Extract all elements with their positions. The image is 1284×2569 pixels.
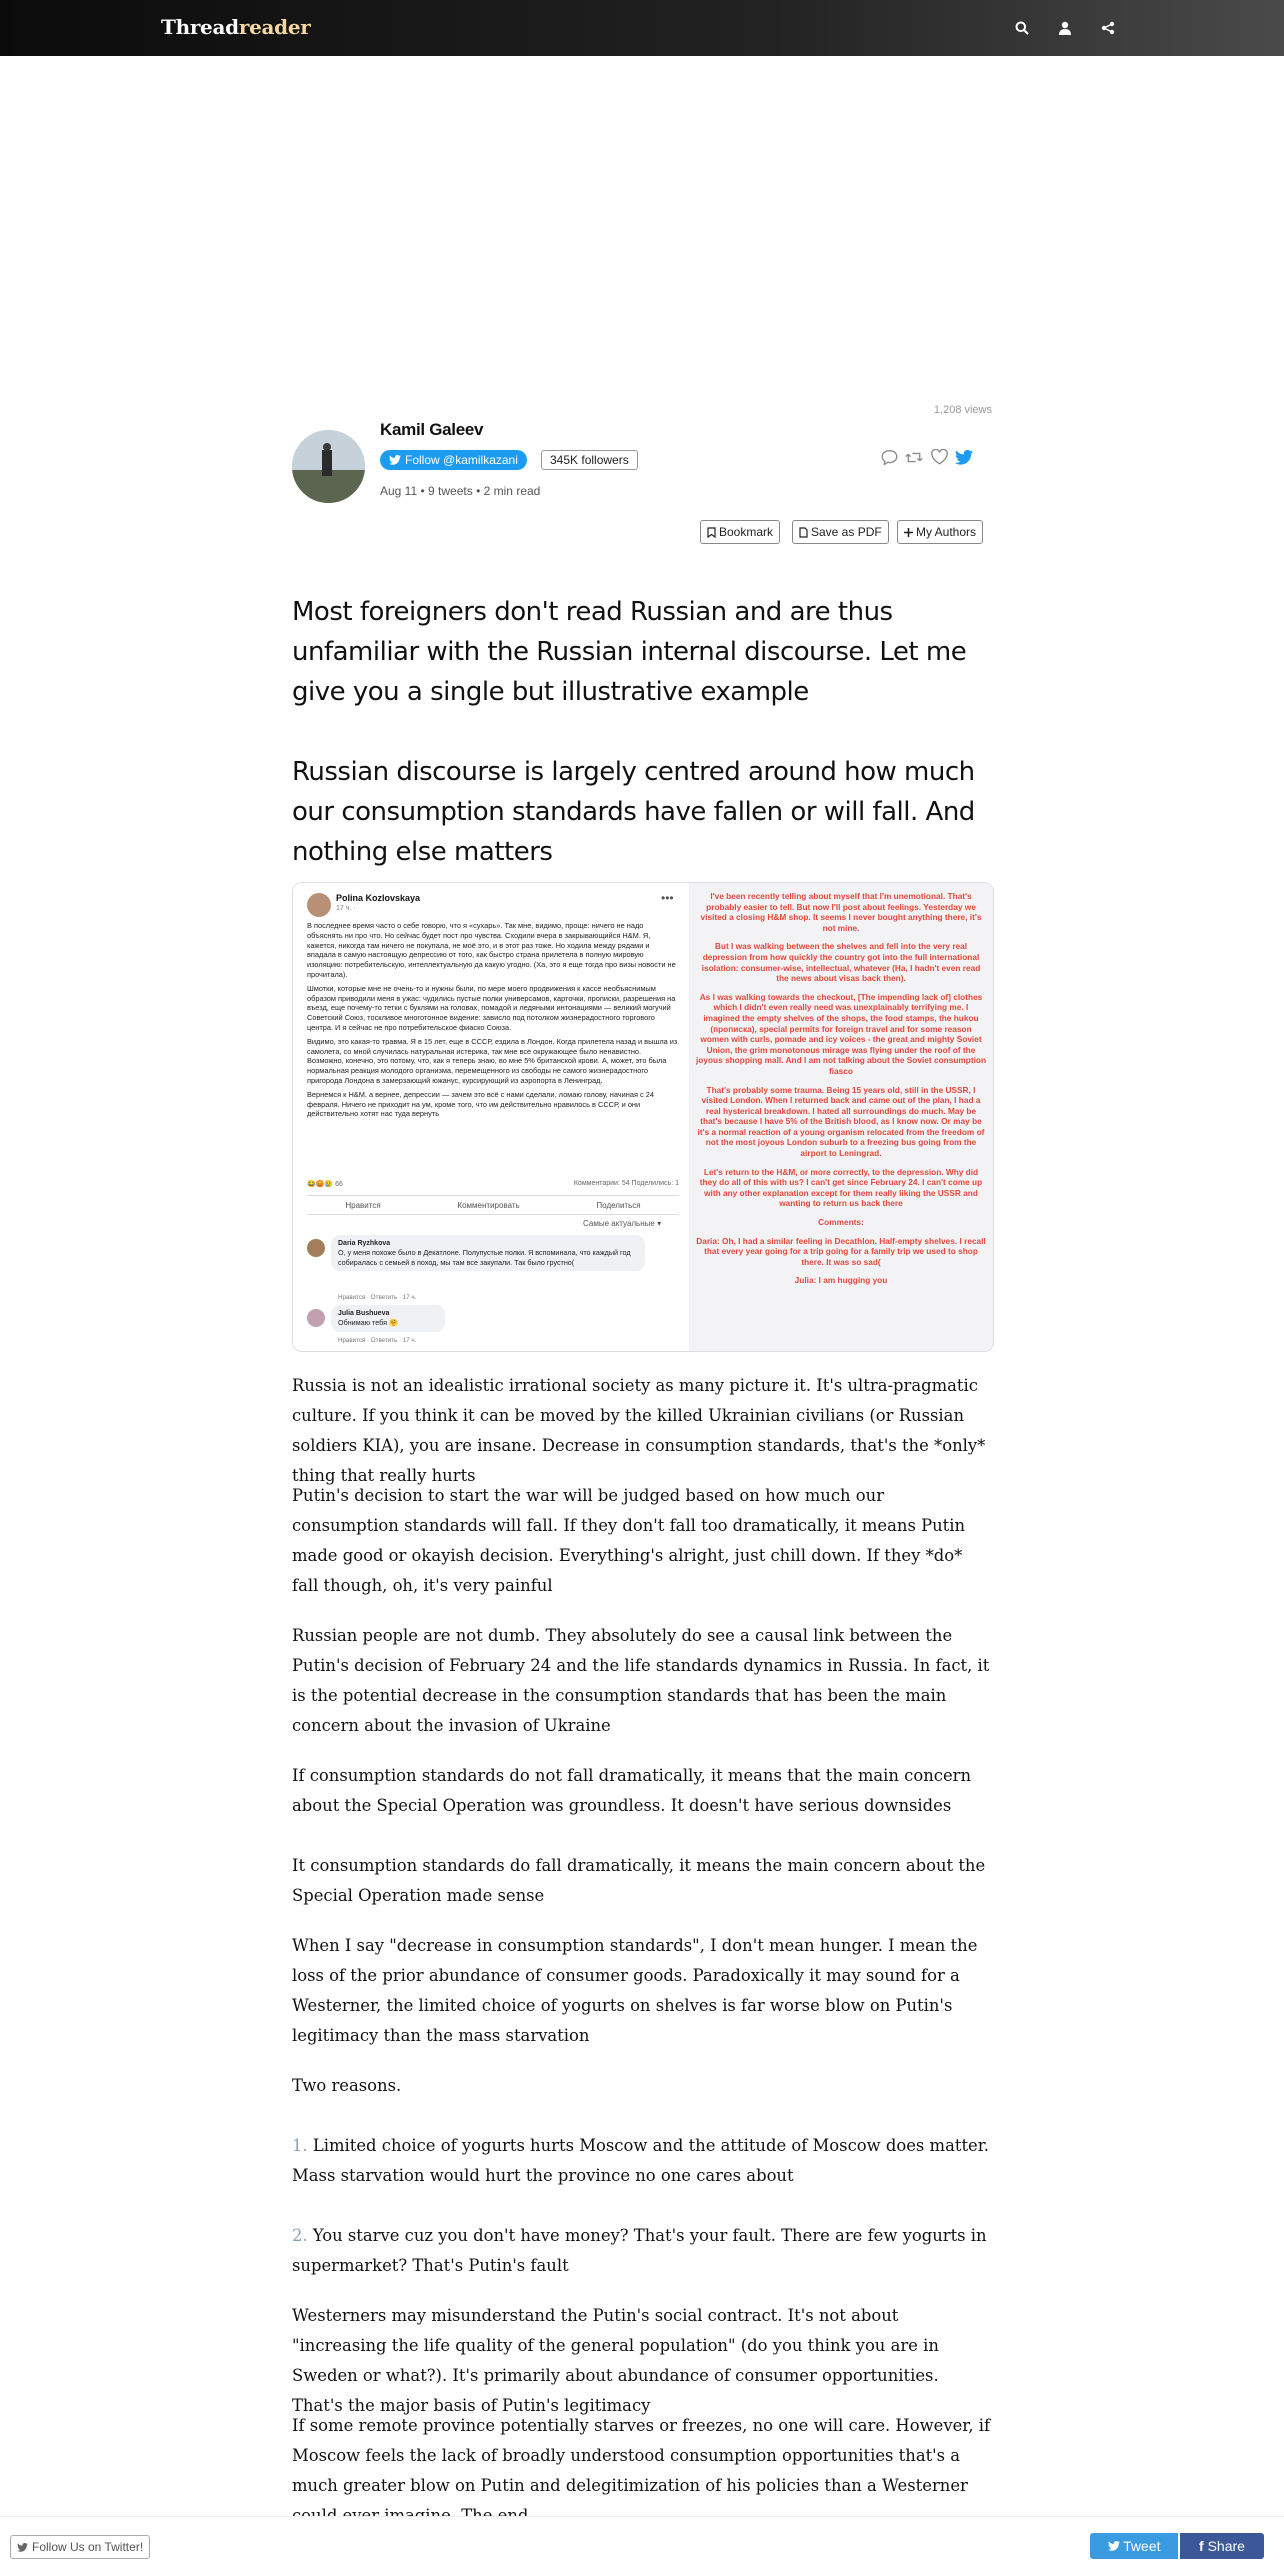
comment-bubble <box>331 1305 445 1332</box>
tweet-actions <box>880 448 973 466</box>
translation-paragraph: Daria: Oh, I had a similar feeling in Decathlon. Half-empty shelves. I recall that every year going for a trip going for a family trip we used to shop there. It was so sad( <box>696 1235 986 1267</box>
fb-reaction-count: 66 <box>335 1181 343 1188</box>
tweet-text-4: Putin's decision to start the war will be judged based on how much our consumption standards will fall. If they don't fall too dramatically, it means Putin made good or okayish decision. Everything's alright, just chill down. If they *do* fall though, oh, it's very painful <box>292 1486 966 1595</box>
tweet-image[interactable] <box>292 882 994 1352</box>
save-pdf-label: Save as PDF <box>811 525 882 539</box>
translation-paragraph: As I was walking towards the checkout, [The impending lack of] clothes which I didn't even really need was unexplainably terrifying me. I imagined the empty shelves of the shops, the food stamps, the hukou (прописка), special permits for foreign travel and for some reason women with curls, pomade and icy voices - the great and mighty Soviet Union, the grim monotonous mirage was flying under the roof of the joyous shopping mall. And I am not talking about the Soviet consumption fiasco <box>695 991 987 1076</box>
share-icon[interactable] <box>1097 17 1119 39</box>
fb-post-text <box>307 921 679 1123</box>
tweet-text-3: Russia is not an idealistic irrational society as many picture it. It's ultra-pragmatic culture. If you think it can be moved by the killed Ukrainian civilians (or Russian soldiers KIA), you are insane. Decrease in consumption standards, that's the *only* thing that really hurts <box>292 1376 986 1485</box>
list-number: 1. <box>292 2136 308 2155</box>
fb-stats <box>307 1180 679 1188</box>
tweet-text-13: If some remote province potentially starves or freezes, no one will care. However, if Moscow feels the lack of broadly understood consumption opportunities that's a much greater blow on Putin and delegitimization of his policies than a Westerner <box>292 2416 991 2495</box>
my-authors-label: My Authors <box>916 525 977 539</box>
read-time: 2 min read <box>483 484 541 498</box>
meta-separator: • <box>420 484 425 498</box>
bookmark-label: Bookmark <box>719 525 774 539</box>
thread-meta <box>380 484 540 498</box>
user-icon[interactable] <box>1054 17 1076 39</box>
twitter-bird-icon <box>1108 2541 1120 2551</box>
translation-paragraph: Let's return to the H&M, or more correctly, to the depression. Why did they do all of this with us? I can't get since February 24. I can't come up with any other explanation except for them really liking the USSR and wanting to return us back there <box>699 1166 983 1209</box>
tweet-text-10 <box>292 2131 992 2191</box>
comment-avatar <box>307 1239 325 1257</box>
fb-share: Поделиться <box>596 1200 641 1210</box>
more-icon: ••• <box>661 891 674 905</box>
list-text: Limited choice of yogurts hurts Moscow and the attitude of Moscow does matter. Mass starvation would hurt the province no one cares about <box>292 2136 989 2185</box>
translation-panel <box>689 883 993 1351</box>
fb-post-date: 17 ч. · <box>336 905 356 912</box>
logo-text-reader: reader <box>238 15 311 39</box>
comment-avatar <box>307 1309 325 1327</box>
plus-icon <box>904 528 913 537</box>
fb-paragraph: Шмотки, которые мне не очень-то и нужны были, по мере моего продвижения к кассе необъяснимым образом приводили меня в ужас: чудились пустые полки универсамов, карточки, прописки, разрешения на въезд, еще почему-то тетки с буклями на головах, помадой и ледяными интонациями — великий могучий Советский Союз, тоскливое многотонное видение: зависло под потолком жизнерадостного торгового центра. И я сейчас не про потребительское фиаско Союза. <box>307 983 676 1032</box>
translation-text <box>695 891 987 1294</box>
tweet-text-5: Russian people are not dumb. They absolutely do see a causal link between the Putin's decision of February 24 and the life standards dynamics in Russia. In fact, it is the potential decrease in the consumption standards that has been the main concern about the invasion of Ukraine <box>292 1626 990 1735</box>
footer-bar <box>0 2516 1284 2569</box>
comment-author: Daria Ryzhkova <box>338 1240 391 1247</box>
tweet-text-7: It consumption standards do fall dramatically, it means the main concern about the Special Operation made sense <box>292 1856 986 1905</box>
comment-actions: Нравится · Ответить · 17 ч. <box>338 1337 417 1344</box>
twitter-bird-icon <box>17 2543 28 2552</box>
translation-paragraph: That's probably some trauma. Being 15 years old, still in the USSR, I visited London. When I returned back and came out of the plan, I had a real hysterical breakdown. I hated all surroundings do much. May be that's because I have 5% of the British blood, as I know now. Or may be it's a normal reaction of a young organism relocated from the freedom of not the most joyous London suburb to a freezing bus going from the airport to Leningrad. <box>697 1084 985 1159</box>
facebook-post-screenshot <box>293 883 689 1351</box>
fb-reactions: 😂😡😢 66 <box>307 1181 343 1188</box>
translation-paragraph: But I was walking between the shelves and fell into the very real depression from how quickly the country got into the full international isolation: consumer-wise, intellectual, whatever (Ha, I hadn't even read the news about visas back then). <box>701 941 981 984</box>
fb-author-avatar <box>307 893 331 917</box>
logo-text-thread: Thread <box>161 15 239 39</box>
comment-author: Julia Bushueva <box>338 1310 390 1317</box>
comment-text: О, у меня похоже было в Декатлоне. Полупустые полки. Я вспоминала, что каждый год собиралась с семьей в поход, мы там все закупали. Так было грустно( <box>338 1248 631 1267</box>
fb-paragraph: В последнее время часто о себе говорю, что я «сухарь». Так мне, видимо, проще: ничего не надо объяснять ни про что. Но сейчас будет пост про чувства. Сходили вчера в закрывающийся H&M. Я, кажется, никогда там ничего не покупала, не моё это, и в этот раз тоже. Но ходила между рядами и впадала в самую настоящую депрессию от того, как быстро страна прилетела в полную мировую изоляцию: потребительскую, интеллектуальную да какую угодно. (Ха, это я еще тогда про визы новости не прочитала). <box>307 921 676 979</box>
fb-paragraph: Вернемся к H&M, а вернее, депрессии — зачем это всё с нами сделали, ломаю голову, начиная с 24 февраля. Ничего не приходит на ум, кроме того, что им действительно нравилось в СССР, и они действительно хотят нас туда вернуть <box>307 1089 655 1119</box>
tweet-text-11 <box>292 2221 992 2281</box>
top-navbar <box>0 0 1284 56</box>
tweet-text-12: Westerners may misunderstand the Putin's social contract. It's not about "increasing the life quality of the general population" (do you think you are in Sweden or what?). It's primarily about abundance of consumer opportunities. That's the major basis of Putin's legitimacy <box>292 2306 939 2415</box>
share-label: Share <box>1207 2538 1245 2554</box>
comment-actions: Нравится · Ответить · 17 ч. <box>338 1294 417 1301</box>
twitter-bird-icon <box>389 455 401 465</box>
author-avatar[interactable] <box>292 430 365 503</box>
meta-separator: • <box>476 484 481 498</box>
like-icon[interactable] <box>930 448 948 466</box>
fb-action-bar <box>307 1195 679 1215</box>
follow-label: Follow @kamilkazani <box>405 453 518 467</box>
site-logo[interactable] <box>161 15 311 39</box>
list-number: 2. <box>292 2226 308 2245</box>
retweet-icon[interactable] <box>905 448 923 466</box>
bookmark-button[interactable] <box>700 520 780 544</box>
translation-paragraph: Comments: <box>818 1217 864 1228</box>
follow-button[interactable] <box>380 450 527 470</box>
tweet-text-1: Most foreigners don't read Russian and are thus unfamiliar with the Russian internal discourse. Let me give you a single but illustrative example <box>292 597 967 707</box>
fb-sort: Самые актуальные ▾ <box>583 1219 662 1228</box>
author-name[interactable]: Kamil Galeev <box>380 420 484 439</box>
reply-icon[interactable] <box>880 448 898 466</box>
tweet-text-6: If consumption standards do not fall dramatically, it means that the main concern about the Special Operation was groundless. It doesn't have serious downsides <box>292 1766 972 1815</box>
tweet-count: 9 tweets <box>428 484 473 498</box>
translation-paragraph: Julia: I am hugging you <box>794 1275 888 1286</box>
fb-paragraph: Видимо, это какая-то травма. Я в 15 лет, еще в СССР, ездила в Лондон. Когда прилетела назад и вышла из самолета, со мной случилась натуральная истерика, так мне все окружающее было ненавистно. Возможно, конечно, это потому, что, как я теперь знаю, во мне 5% британской крови. А, может, это была нормальная реакция молодого организма, перемещенного из свободы не самого жизнерадостного пригорода Лондона в замерзающий южанус, курсирующий из аэропорта в Ленинград. <box>307 1036 678 1085</box>
bookmark-icon <box>707 527 716 538</box>
save-pdf-button[interactable] <box>792 520 889 544</box>
list-text: You starve cuz you don't have money? That's your fault. There are few yogurts in supermarket? That's Putin's fault <box>292 2226 987 2275</box>
fb-author-name: Polina Kozlovskaya <box>336 893 421 903</box>
facebook-share-button[interactable] <box>1180 2533 1264 2559</box>
tweet-button[interactable] <box>1090 2533 1178 2559</box>
tweet-text-8: When I say "decrease in consumption standards", I don't mean hunger. I mean the loss of the prior abundance of consumer goods. Paradoxically it may sound for a Westerner, the limited choice of yogurts on shelves is far worse blow on Putin's legitimacy than the mass starvation <box>292 1936 978 2045</box>
fb-like: Нравится <box>345 1200 381 1210</box>
followers-count: 345K followers <box>541 450 638 470</box>
thread-date: Aug 11 <box>380 484 418 498</box>
my-authors-button[interactable] <box>897 520 983 544</box>
tweet-text-9: Two reasons. <box>292 2076 402 2095</box>
view-count: 1,208 views <box>933 404 992 416</box>
tweet-text-2: Russian discourse is largely centred around how much our consumption standards have fallen or will fall. And nothing else matters <box>292 757 975 867</box>
fb-comment-count: Комментарии: 54 Поделились: 1 <box>573 1180 679 1187</box>
comment-bubble <box>331 1235 645 1271</box>
tweet-label: Tweet <box>1123 2538 1161 2554</box>
comment-text: Обнимаю тебя 🤗 <box>338 1318 398 1328</box>
twitter-icon[interactable] <box>955 448 973 466</box>
follow-us-button[interactable] <box>10 2535 150 2559</box>
ad-space <box>0 56 1284 396</box>
file-icon <box>799 527 808 538</box>
follow-us-label: Follow Us on Twitter! <box>32 2540 144 2554</box>
search-icon[interactable] <box>1011 17 1033 39</box>
facebook-icon: f <box>1199 2538 1204 2554</box>
fb-comment: Комментировать <box>457 1200 520 1210</box>
translation-paragraph: I've been recently telling about myself that I'm unemotional. That's probably easier to tell. But now I'll post about feelings. Yesterday we visited a closing H&M shop. It seems I never bought anything there, it's not mine. <box>700 891 982 933</box>
